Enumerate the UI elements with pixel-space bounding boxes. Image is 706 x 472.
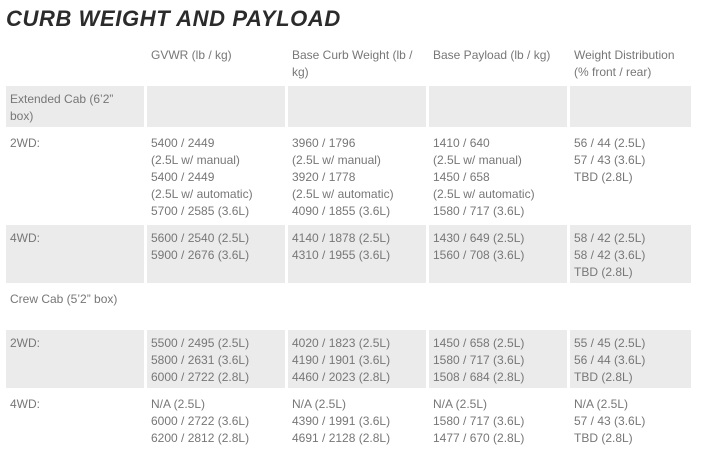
header-gvwr: GVWR (lb / kg): [151, 48, 232, 62]
header-payload: Base Payload (lb / kg): [433, 48, 551, 62]
empty-cell: [429, 286, 567, 327]
section-row-crew-cab: [6, 286, 691, 327]
cell-line: 5800 / 2631 (3.6L): [151, 353, 250, 367]
cell-line: 6000 / 2722 (2.8L): [151, 370, 250, 384]
cell-line: 58 / 42 (2.5L): [574, 231, 646, 245]
cell-line: 3960 / 1796: [292, 136, 356, 150]
empty-cell: [147, 286, 285, 327]
cell-line: 4190 / 1901 (3.6L): [292, 353, 391, 367]
section-label: Extended Cab (6’2” box): [6, 86, 144, 127]
curb-weight-cell: [288, 130, 426, 222]
cell-line: 5500 / 2495 (2.5L): [151, 336, 250, 350]
cell-line: 1580 / 717 (3.6L): [433, 204, 525, 218]
gvwr-cell: [147, 225, 285, 283]
cell-line: (2.5L w/ manual): [433, 153, 522, 167]
cell-line: 57 / 43 (3.6L): [574, 414, 646, 428]
cell-line: N/A (2.5L): [292, 397, 347, 411]
cell-line: 4691 / 2128 (2.8L): [292, 431, 391, 445]
cell-line: 6000 / 2722 (3.6L): [151, 414, 250, 428]
cell-line: 1450 / 658: [433, 170, 490, 184]
cell-line: (2.5L w/ automatic): [151, 187, 253, 201]
cell-line: 3920 / 1778: [292, 170, 356, 184]
empty-cell: [570, 86, 691, 127]
cell-line: 4140 / 1878 (2.5L): [292, 231, 391, 245]
cell-line: 1410 / 640: [433, 136, 490, 150]
cell-line: 1450 / 658 (2.5L): [433, 336, 525, 350]
spec-table: [3, 38, 694, 452]
cell-line: 56 / 44 (3.6L): [574, 353, 646, 367]
cell-line: 4390 / 1991 (3.6L): [292, 414, 391, 428]
cell-line: 4310 / 1955 (3.6L): [292, 248, 391, 262]
cell-line: 4090 / 1855 (3.6L): [292, 204, 391, 218]
empty-cell: [288, 286, 426, 327]
cell-line: N/A (2.5L): [151, 397, 206, 411]
section-row-extended-cab: [6, 86, 691, 127]
cell-line: 58 / 42 (3.6L): [574, 248, 646, 262]
cell-line: 1477 / 670 (2.8L): [433, 431, 525, 445]
cell-line: 5400 / 2449: [151, 170, 215, 184]
cell-line: 5400 / 2449: [151, 136, 215, 150]
cell-line: 5900 / 2676 (3.6L): [151, 248, 250, 262]
table-row-crew-4wd: [6, 391, 691, 449]
payload-cell: [429, 130, 567, 222]
payload-cell: [429, 225, 567, 283]
cell-line: TBD (2.8L): [574, 170, 633, 184]
cell-line: (2.5L w/ automatic): [292, 187, 394, 201]
payload-cell: [429, 330, 567, 388]
header-row: [6, 41, 691, 83]
curb-weight-cell: [288, 225, 426, 283]
curb-weight-cell: [288, 391, 426, 449]
cell-line: 1430 / 649 (2.5L): [433, 231, 525, 245]
distribution-cell: [570, 391, 691, 449]
section-label: Crew Cab (5’2” box): [10, 292, 118, 306]
row-label: 2WD:: [10, 136, 40, 150]
table-row-extended-2wd: [6, 130, 691, 222]
cell-line: 6200 / 2812 (2.8L): [151, 431, 250, 445]
cell-line: 1560 / 708 (3.6L): [433, 248, 525, 262]
cell-line: 56 / 44 (2.5L): [574, 136, 646, 150]
cell-line: 4460 / 2023 (2.8L): [292, 370, 391, 384]
cell-line: (2.5L w/ manual): [151, 153, 240, 167]
table-row-extended-4wd: [6, 225, 691, 283]
gvwr-cell: [147, 130, 285, 222]
curb-weight-cell: [288, 330, 426, 388]
cell-line: 1508 / 684 (2.8L): [433, 370, 525, 384]
cell-line: 1580 / 717 (3.6L): [433, 414, 525, 428]
cell-line: 4020 / 1823 (2.5L): [292, 336, 391, 350]
row-label: 4WD:: [10, 397, 40, 411]
cell-line: TBD (2.8L): [574, 431, 633, 445]
cell-line: N/A (2.5L): [433, 397, 488, 411]
page-title: CURB WEIGHT AND PAYLOAD: [6, 6, 341, 31]
payload-cell: [429, 391, 567, 449]
row-label: 2WD:: [6, 330, 144, 388]
cell-line: 5600 / 2540 (2.5L): [151, 231, 250, 245]
cell-line: TBD (2.8L): [574, 265, 633, 279]
cell-line: 1580 / 717 (3.6L): [433, 353, 525, 367]
cell-line: 5700 / 2585 (3.6L): [151, 204, 250, 218]
empty-cell: [429, 86, 567, 127]
cell-line: TBD (2.8L): [574, 370, 633, 384]
empty-cell: [288, 86, 426, 127]
cell-line: 55 / 45 (2.5L): [574, 336, 646, 350]
empty-cell: [570, 286, 691, 327]
cell-line: (2.5L w/ manual): [292, 153, 381, 167]
header-weight-distribution: Weight Distribution (% front / rear): [574, 48, 692, 79]
row-label: 4WD:: [6, 225, 144, 283]
distribution-cell: [570, 330, 691, 388]
header-curb-weight: Base Curb Weight (lb / kg): [292, 48, 413, 79]
table-row-crew-2wd: [6, 330, 691, 388]
gvwr-cell: [147, 391, 285, 449]
gvwr-cell: [147, 330, 285, 388]
empty-cell: [147, 86, 285, 127]
cell-line: 57 / 43 (3.6L): [574, 153, 646, 167]
header-empty: [6, 41, 144, 83]
distribution-cell: [570, 130, 691, 222]
distribution-cell: [570, 225, 691, 283]
cell-line: N/A (2.5L): [574, 397, 629, 411]
cell-line: (2.5L w/ automatic): [433, 187, 535, 201]
